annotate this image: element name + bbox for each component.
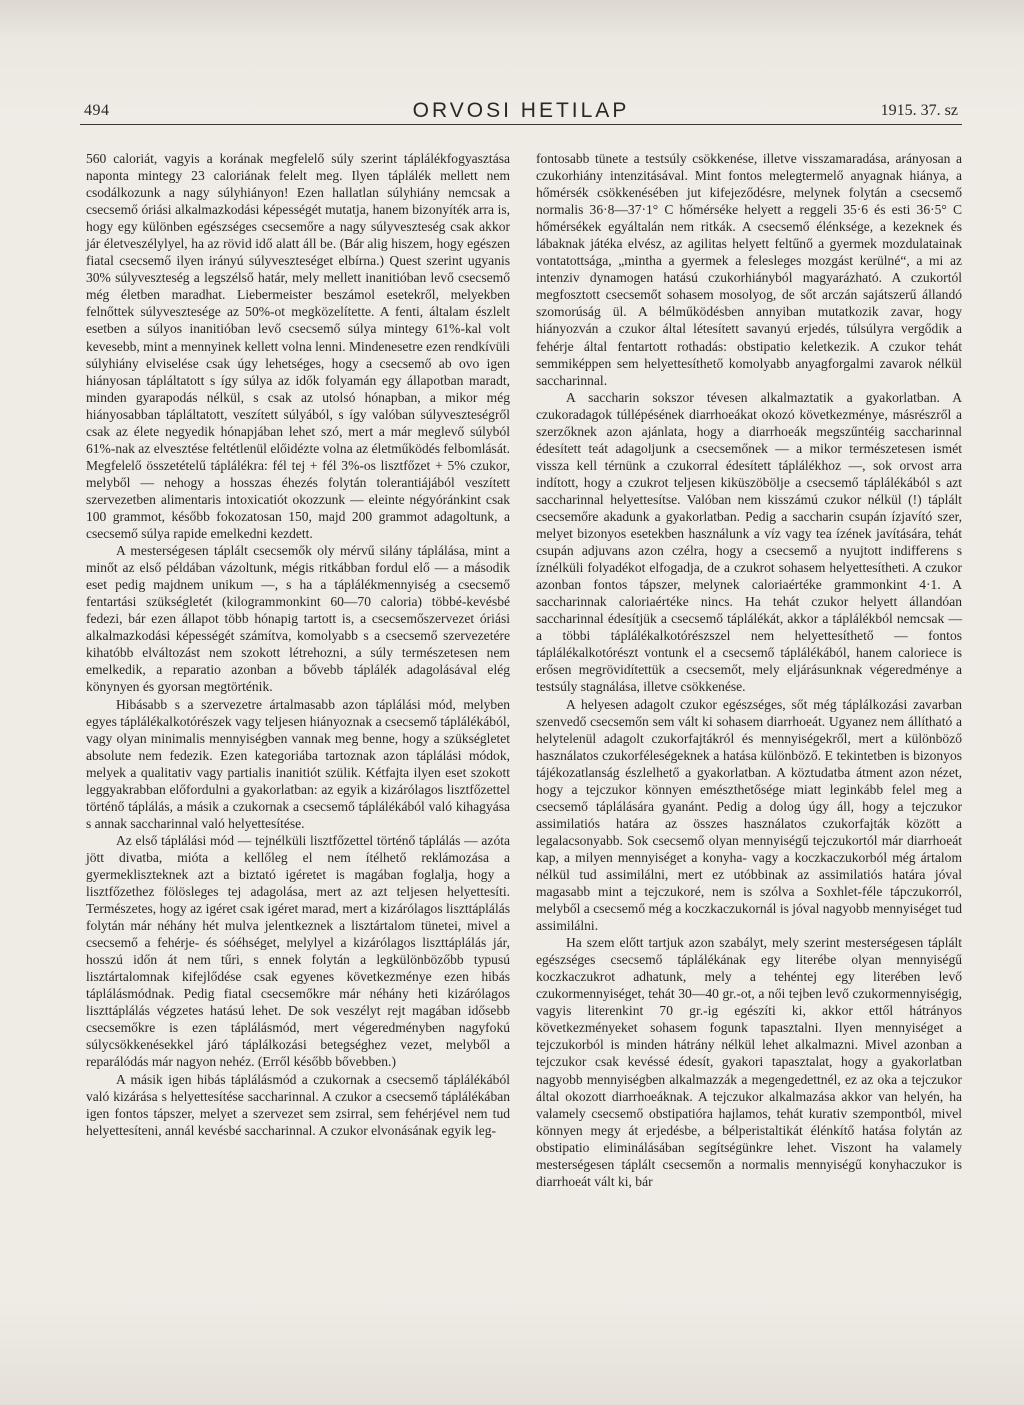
running-header [80,99,962,125]
right-column [536,150,962,1190]
paragraph: A mesterségesen táplált csecsemők oly mérvű silány táplálása, mint a minőt az első példában vázoltunk, mégis ritkábban fordul elő — a második eset pedig majdnem unikum —, s ha a táplálékmennyiség a csecsemő fentartási szükségletét (kilogrammonkint 60—70 caloria) többé-kevésbé fedezi, bár ezen állapot több hónapig tartott is, a csecsemőszervezet óriási alkalmazkodási képességét számítva, komolyabb s a csecsemő szervezetére kihatóbb elváltozást nem szokott létrehozni, a súly természetesen nem emelkedik, a reparatio azonban a bővebb táplálék adagolásával elég könynyen és gyorsan megtörténik. [86,543,510,695]
paragraph: A saccharin sokszor tévesen alkalmaztatik a gyakorlatban. A czukoradagok túllépésének diarrhoeákat okozó következménye, másrészről a szerzőknek azon ajánlata, hogy a diarrhoeák megszűntéig saccharinnal édesített teát adagoljunk a csecsemőnek — a mikor természetesen ismét vissza kell térnünk a czukorral édesített táplálékhoz —, sok orvost arra indított, hogy a czukrot teljesen kiküszöbölje a csecsemő táplálékából s azt saccharinnal helyettesítse. Valóban nem kisszámú czukor nélkül (!) táplált csecsemőre akadunk a gyakorlatban. Pedig a saccharin csupán ízjavító szer, melyet bizonyos esetekben használunk a víz vagy tea ízének javítására, tehát csupán adjuvans azon czélra, hogy a csecsemő a nyujtott indifferens s íznélküli folyadékot elfogadja, de a czukrot sohasem helyettesítheti. A czukor azonban fontos tápszer, melynek caloriaértéke grammonkint 4·1. A saccharinnak caloriaértéke nincs. Ha tehát czukor helyett állandóan saccharinnal édesítjük a csecsemő táplálékát, akkor a táplálékból nemcsak — a többi táplálékalkotórészszel nem helyettesíthető — fontos táplálékalkotórészt vontunk el a csecsemő táplálékából, hanem caloriece is erősen megrövidítettük a csecsemőt, mely eljárásunknak végeredménye a testsúly stagnálása, illetve csökkenése. [536,389,962,695]
paragraph: 560 caloriát, vagyis a korának megfelelő súly szerint táplálékfogyasztása naponta mintegy 23 caloriának felelt meg. Ilyen táplálék mellett nem csodálkozunk a nagy súlyhiányon! Ezen hallatlan súlyhiány nemcsak a csecsemő óriási alkalmazkodási képességét mutatja, hanem bizonyíték arra is, hogy egy különben egészséges csecsemőre a nagy súlyveszteség csak akkor jár életveszélylyel, ha az rövid idő alatt áll be. (Bár alig hiszem, hogy egészen fiatal csecsemő ilyen irányú súlyveszteséget elbírna.) Quest szerint ugyanis 30% súlyveszteség a legszélső határ, mely mellett inanitióban levő csecsemő még életben maradhat. Liebermeister beszámol esetekről, melyekben felnőttek súlyvesztesége az 50%-ot megközelítette. A fenti, általam észlelt esetben a súlyos inanitióban levő csecsemő súlya mintegy 61%-kal volt kevesebb, mint a mennyinek kellett volna lenni. Mindenesetre ezen rendkívüli súlyhiány elviselése csak úgy lehetséges, hogy a csecsemő ab ovo igen hiányosan tápláltatott s így súlya az idők folyamán egy állapotban maradt, minden gyarapodás nélkül, s csak az utolsó hónapban, a mikor még hiányosabban tápláltatott, veszített súlyából, s így valóban súlyveszteségről csak az élete negyedik hónapjában lehet szó, mert a már meglevő súlyból 61%-nak az elvesztése feltétlenül előidézte volna az életműködés felbomlását. Megfelelő összetételű táplálékra: fél tej + fél 3%-os lisztfőzet + 5% czukor, melyből — nehogy a hosszas éhezés folytán tolerantiájából veszített szervezetben alimentaris intoxicatiót okozzunk — eleinte négyóránkint csak 100 grammot, később fokozatosan 150, majd 200 grammot adagoltunk, a csecsemő súlya rapide emelkedni kezdett. [86,151,510,542]
issue-label: 1915. 37. sz [880,102,958,119]
journal-title: ORVOSI HETILAP [412,99,630,122]
paragraph: fontosabb tünete a testsúly csökkenése, illetve visszamaradása, arányosan a czukorhiány intenzitásával. Mint fontos melegtermelő anyagnak hiánya, a hőmérsék csökkenésében jut kifejeződésre, melynek folytán a csecsemő normalis 36·8—37·1° C hőmérséke helyett a reggeli 35·6 és esti 36·5° C hőmérsékek egyáltalán nem ritkák. A csecsemő élénksége, a kezeknek és lábaknak játéka elvész, az agilitas helyett feltűnő a gyermek mozdulatainak vontatottsága, „mintha a gyermek a felesleges mozgást kerülné“, a mi az intenziv dynamogen hatású czukorhiányból magyarázható. A czukortól megfosztott csecsemőt sohasem mosolyog, de sőt arczán sajátszerű állandó szomorúság ül. A bélműködésben annyiban mutatkozik zavar, hogy hiányozván a czukor által létesített savanyú erjedés, túlsúlyra vergődik a fehérje által fentartott rothadás: obstipatio keletkezik. A czukor tehát semmiképpen sem helyettesíthető komolyabb anyagforgalmi zavarok nélkül saccharinnal. [536,151,962,388]
paragraph: Hibásabb s a szervezetre ártalmasabb azon táplálási mód, melyben egyes táplálékalkotórészek vagy teljesen hiányoznak a csecsemő táplálékából, vagy olyan minimalis mennyiségben vannak meg benne, hogy a szükségletet absolute nem fedezik. Ezen kategoriába tartoznak azon táplálási módok, melyek a qualitativ vagy partialis inanitiót szülik. Kétfajta ilyen eset szokott leggyakrabban előfordulni a gyakorlatban: az egyik a kizárólagos lisztfőzettel történő táplálás, a másik a czukornak a csecsemő táplálékából való kihagyása s annak saccharinnal való helyettesítése. [86,696,510,831]
left-column [86,150,510,1139]
paragraph: Ha szem előtt tartjuk azon szabályt, mely szerint mesterségesen táplált egészséges csecsemő táplálékának egy literébe olyan mennyiségű koczkaczukrot adhatunk, mely a tehéntej egy literében levő czukormennyiséget, tehát 30—40 gr.-ot, a női tejben levő czukormennyiségig, vagyis literenkint 70 gr.-ig egészíti ki, akkor ettől hátrányos következményeket sohasem fogunk tapasztalni. Ilyen mennyiséget a tejczukorból is minden hátrány nélkül lehet alkalmazni. Mivel azonban a tejczukor csak kevéssé édesít, gyakori tapasztalat, hogy a gyakorlatban nagyobb mennyiségben alkalmazzák a megengedettnél, ez az oka a tejczukor által okozott diarrhoeáknak. A tejczukor alkalmazása akkor van helyén, ha valamely csecsemő obstipatióra hajlamos, tehát kurativ szempontból, mivel könnyen megy át erjedésbe, a bélperistaltikát élénkítő hatása folytán az obstipatio eliminálásában segítségünkre lehet. Viszont ha valamely mesterségesen táplált csecsemőn a normalis mennyiségű konyhaczukor is diarrhoeát vált ki, bár [536,935,962,1189]
page-number: 494 [84,102,110,119]
paragraph: A helyesen adagolt czukor egészséges, sőt még táplálkozási zavarban szenvedő csecsemőn sem vált ki sohasem diarrhoeát. Ugyanez nem állítható a helytelenül adagolt czukorfajtákról és mennyiségekről, mert a különböző használatos czukorféleségeknek a hatása különböző. E tekintetben is bizonyos tájékozatlanság észlelhető a gyakorlatban. A köztudatba átment azon nézet, hogy a tejczukor könnyen emészthetősége miatt leginkább felel meg a csecsemő táplálására gyanánt. Pedig a dolog úgy áll, hogy a tejczukor assimilatiós határa az összes használatos czukorfajták között a legalacsonyabb. Sok csecsemő olyan mennyiségű tejczukortól már diarrhoeát kap, a milyen mennyiséget a konyha- vagy a koczkaczukorból még ártalom nélkül tud assimilálni, mert ez utóbbinak az assimilatiós határa jóval magasabb mint a tejczukoré, nem is szólva a Soxhlet-féle tápczukorról, melyből a csecsemő még a koczkaczukornál is jóval nagyobb mennyiséget tud assimilálni. [536,696,962,934]
paragraph: A másik igen hibás táplálásmód a czukornak a csecsemő táplálékából való kizárása s helyettesítése saccharinnal. A czukor a csecsemő táplálékában igen fontos tápszer, melyet a szervezet sem zsirral, sem fehérjével nem tud helyettesíteni, annál kevésbé saccharinnal. A czukor elvonásának egyik leg- [86,1071,510,1138]
paragraph: Az első táplálási mód — tejnélküli lisztfőzettel történő táplálás — azóta jött divatba, mióta a kellőleg el nem ítélhető reklámozása a gyermekliszteknek azt a biztató igéretet is magában foglalja, hogy a lisztfőzethez fölösleges tej adagolása, mert az azt teljesen helyettesíti. Természetes, hogy az igéret csak igéret marad, mert a kizárólagos liszttáplálás folytán már néhány hét mulva jelentkeznek a lisztártalom tünetei, mivel a csecsemő a fehérje- és sóéhséget, melylyel a kizárólagos liszttáplálás jár, hosszú időn át nem tűri, s ennek folytán a legkülönbözőbb typusú lisztártalomnak kifejlődése csak egyenes következménye ezen hibás táplálásmódnak. Pedig fiatal csecsemőkre már néhány heti kizárólagos liszttáplálás végzetes hatású lehet. De sok veszélyt rejt magában idősebb csecsemőkre is ezen táplálásmód, mert végeredményben nagyfokú súlycsökkenésekkel járó táplálkozási betegséghez vezet, melyből a reparálódás már nagyon nehéz. (Erről később bővebben.) [86,832,510,1070]
